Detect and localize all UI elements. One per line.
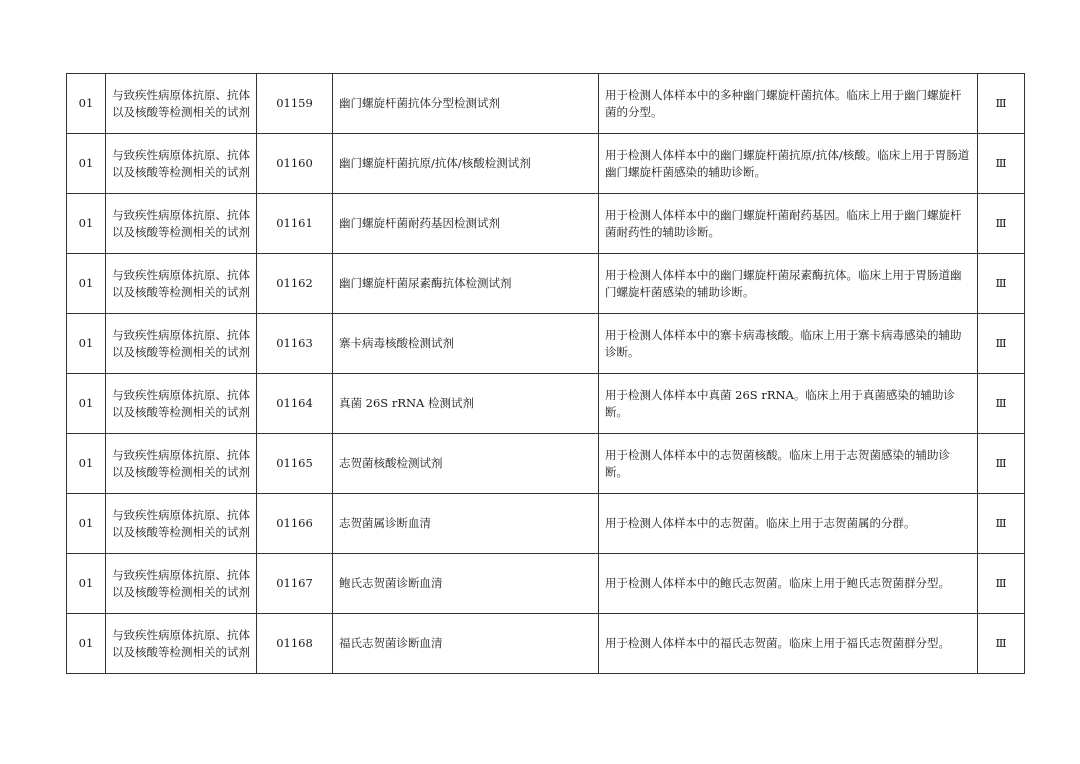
table-row: [67, 254, 1025, 314]
row-number: 01: [67, 194, 106, 254]
table-row: [67, 374, 1025, 434]
code-cell: 01166: [257, 494, 333, 554]
category-cell: 与致疾性病原体抗原、抗体以及核酸等检测相关的试剂: [106, 254, 257, 314]
code-cell: 01159: [257, 74, 333, 134]
table-row: [67, 434, 1025, 494]
row-number: 01: [67, 314, 106, 374]
product-name-cell: 幽门螺旋杆菌抗原/抗体/核酸检测试剂: [333, 134, 599, 194]
product-name-cell: 幽门螺旋杆菌抗体分型检测试剂: [333, 74, 599, 134]
description-cell: 用于检测人体样本中的鲍氏志贺菌。临床上用于鲍氏志贺菌群分型。: [599, 554, 978, 614]
table-body: [67, 74, 1025, 674]
row-number: 01: [67, 374, 106, 434]
table-row: [67, 134, 1025, 194]
class-cell: Ⅲ: [978, 134, 1025, 194]
class-cell: Ⅲ: [978, 194, 1025, 254]
row-number: 01: [67, 254, 106, 314]
table-row: [67, 74, 1025, 134]
category-cell: 与致疾性病原体抗原、抗体以及核酸等检测相关的试剂: [106, 374, 257, 434]
row-number: 01: [67, 434, 106, 494]
table-row: [67, 314, 1025, 374]
code-cell: 01165: [257, 434, 333, 494]
category-cell: 与致疾性病原体抗原、抗体以及核酸等检测相关的试剂: [106, 494, 257, 554]
description-cell: 用于检测人体样本中的寨卡病毒核酸。临床上用于寨卡病毒感染的辅助诊断。: [599, 314, 978, 374]
product-name-cell: 幽门螺旋杆菌尿素酶抗体检测试剂: [333, 254, 599, 314]
table-row: [67, 614, 1025, 674]
code-cell: 01168: [257, 614, 333, 674]
category-cell: 与致疾性病原体抗原、抗体以及核酸等检测相关的试剂: [106, 314, 257, 374]
product-name-cell: 志贺菌属诊断血清: [333, 494, 599, 554]
code-cell: 01164: [257, 374, 333, 434]
code-cell: 01160: [257, 134, 333, 194]
description-cell: 用于检测人体样本中的幽门螺旋杆菌耐药基因。临床上用于幽门螺旋杆菌耐药性的辅助诊断。: [599, 194, 978, 254]
description-cell: 用于检测人体样本中的多种幽门螺旋杆菌抗体。临床上用于幽门螺旋杆菌的分型。: [599, 74, 978, 134]
category-cell: 与致疾性病原体抗原、抗体以及核酸等检测相关的试剂: [106, 554, 257, 614]
product-name-cell: 真菌 26S rRNA 检测试剂: [333, 374, 599, 434]
description-cell: 用于检测人体样本中的幽门螺旋杆菌抗原/抗体/核酸。临床上用于胃肠道幽门螺旋杆菌感染的辅助诊断。: [599, 134, 978, 194]
description-cell: 用于检测人体样本中的志贺菌核酸。临床上用于志贺菌感染的辅助诊断。: [599, 434, 978, 494]
code-cell: 01161: [257, 194, 333, 254]
row-number: 01: [67, 554, 106, 614]
table-row: [67, 494, 1025, 554]
product-name-cell: 福氏志贺菌诊断血清: [333, 614, 599, 674]
category-cell: 与致疾性病原体抗原、抗体以及核酸等检测相关的试剂: [106, 434, 257, 494]
product-name-cell: 寨卡病毒核酸检测试剂: [333, 314, 599, 374]
table-row: [67, 554, 1025, 614]
class-cell: Ⅲ: [978, 254, 1025, 314]
category-cell: 与致疾性病原体抗原、抗体以及核酸等检测相关的试剂: [106, 194, 257, 254]
row-number: 01: [67, 614, 106, 674]
class-cell: Ⅲ: [978, 614, 1025, 674]
class-cell: Ⅲ: [978, 554, 1025, 614]
table-row: [67, 194, 1025, 254]
product-name-cell: 鲍氏志贺菌诊断血清: [333, 554, 599, 614]
description-cell: 用于检测人体样本中的福氏志贺菌。临床上用于福氏志贺菌群分型。: [599, 614, 978, 674]
description-cell: 用于检测人体样本中真菌 26S rRNA。临床上用于真菌感染的辅助诊断。: [599, 374, 978, 434]
code-cell: 01163: [257, 314, 333, 374]
reagent-catalog-table: [66, 73, 1025, 674]
class-cell: Ⅲ: [978, 74, 1025, 134]
row-number: 01: [67, 494, 106, 554]
category-cell: 与致疾性病原体抗原、抗体以及核酸等检测相关的试剂: [106, 134, 257, 194]
description-cell: 用于检测人体样本中的幽门螺旋杆菌尿素酶抗体。临床上用于胃肠道幽门螺旋杆菌感染的辅助诊断。: [599, 254, 978, 314]
product-name-cell: 幽门螺旋杆菌耐药基因检测试剂: [333, 194, 599, 254]
code-cell: 01162: [257, 254, 333, 314]
class-cell: Ⅲ: [978, 494, 1025, 554]
class-cell: Ⅲ: [978, 314, 1025, 374]
product-name-cell: 志贺菌核酸检测试剂: [333, 434, 599, 494]
description-cell: 用于检测人体样本中的志贺菌。临床上用于志贺菌属的分群。: [599, 494, 978, 554]
category-cell: 与致疾性病原体抗原、抗体以及核酸等检测相关的试剂: [106, 614, 257, 674]
code-cell: 01167: [257, 554, 333, 614]
class-cell: Ⅲ: [978, 374, 1025, 434]
row-number: 01: [67, 74, 106, 134]
category-cell: 与致疾性病原体抗原、抗体以及核酸等检测相关的试剂: [106, 74, 257, 134]
class-cell: Ⅲ: [978, 434, 1025, 494]
row-number: 01: [67, 134, 106, 194]
